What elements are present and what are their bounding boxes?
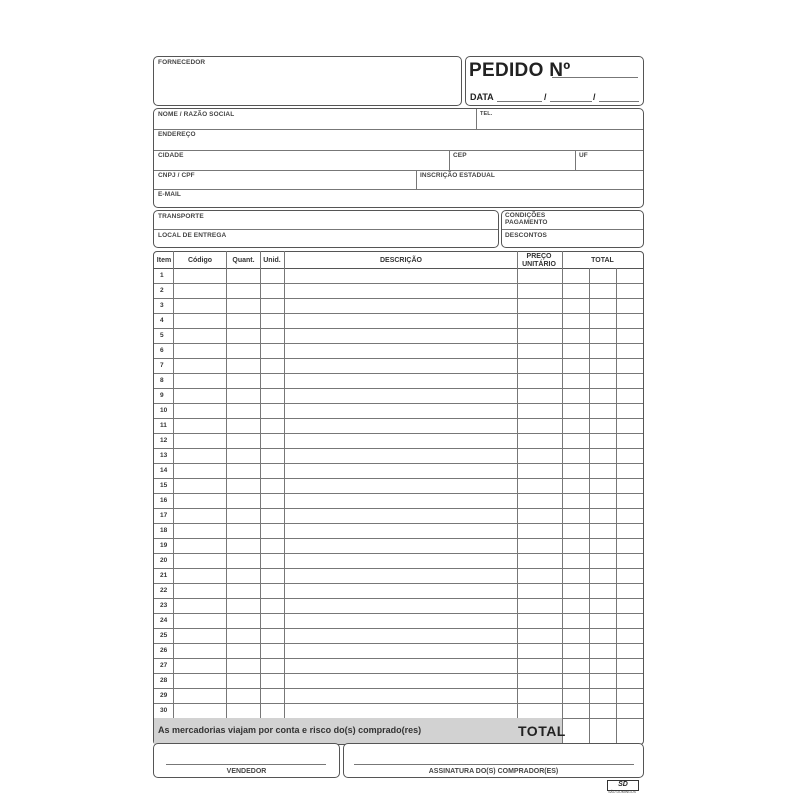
row-number: 4	[160, 317, 164, 324]
row-number: 5	[160, 332, 164, 339]
col-header-quant: Quant.	[232, 257, 255, 264]
table-row[interactable]	[154, 628, 643, 643]
logo-text: SD	[618, 781, 628, 788]
row-number: 11	[160, 422, 167, 429]
row-number: 15	[160, 482, 168, 489]
fornecedor-box[interactable]	[153, 56, 462, 106]
col-header-descricao: DESCRIÇÃO	[379, 257, 422, 264]
table-row[interactable]	[154, 298, 643, 313]
row-number: 3	[160, 302, 164, 309]
col-header-codigo: Código	[187, 257, 213, 264]
col-header-preco: PREÇO	[526, 253, 552, 260]
pagamento-label: PAGAMENTO	[505, 219, 548, 226]
row-number: 17	[160, 512, 168, 519]
date-separator: /	[544, 92, 547, 102]
table-row[interactable]	[154, 343, 643, 358]
row-number: 6	[160, 347, 164, 354]
signature-line	[166, 764, 326, 765]
row-divider	[154, 170, 643, 171]
row-number: 16	[160, 497, 168, 504]
table-row[interactable]	[154, 328, 643, 343]
cep-label: CEP	[453, 152, 467, 159]
signature-line	[354, 764, 634, 765]
pedido-number-field[interactable]	[552, 77, 638, 78]
row-number: 14	[160, 467, 168, 474]
cidade-label: CIDADE	[158, 152, 184, 159]
table-row[interactable]	[154, 448, 643, 463]
fornecedor-label: FORNECEDOR	[158, 59, 206, 66]
table-row[interactable]	[154, 418, 643, 433]
table-row[interactable]	[154, 688, 643, 703]
table-row[interactable]	[154, 538, 643, 553]
date-separator: /	[593, 92, 596, 102]
row-number: 25	[160, 632, 168, 639]
table-row[interactable]	[154, 373, 643, 388]
table-row[interactable]	[154, 673, 643, 688]
table-row[interactable]	[154, 703, 643, 718]
col-divider	[476, 109, 477, 129]
row-divider	[154, 189, 643, 190]
row-number: 27	[160, 662, 168, 669]
col-header-unitario: UNITÁRIO	[522, 261, 556, 268]
row-number: 9	[160, 392, 164, 399]
vendedor-signature-box[interactable]	[153, 743, 340, 778]
footer-note: As mercadorias viajam por conta e risco do(s) comprado(res)	[158, 725, 422, 735]
table-row[interactable]	[154, 493, 643, 508]
total-label: TOTAL	[518, 723, 566, 739]
row-divider	[154, 129, 643, 130]
pedido-box	[465, 56, 644, 106]
table-row[interactable]	[154, 313, 643, 328]
data-month-field[interactable]	[550, 101, 592, 102]
table-row[interactable]	[154, 658, 643, 673]
row-number: 28	[160, 677, 168, 684]
row-divider	[502, 229, 643, 230]
comprador-label: ASSINATURA DO(S) COMPRADOR(ES)	[428, 768, 559, 775]
table-row[interactable]	[154, 433, 643, 448]
transporte-label: TRANSPORTE	[158, 213, 204, 220]
tel-label: TEL.	[480, 111, 493, 117]
client-info-box	[153, 108, 644, 208]
descontos-label: DESCONTOS	[505, 232, 547, 239]
vendedor-label: VENDEDOR	[226, 768, 267, 775]
transport-box	[153, 210, 499, 248]
nome-label: NOME / RAZÃO SOCIAL	[158, 111, 235, 118]
row-number: 23	[160, 602, 168, 609]
payment-box	[501, 210, 644, 248]
inscricao-label: INSCRIÇÃO ESTADUAL	[420, 172, 495, 179]
row-number: 29	[160, 692, 168, 699]
table-row[interactable]	[154, 583, 643, 598]
data-year-field[interactable]	[599, 101, 639, 102]
table-row[interactable]	[154, 388, 643, 403]
row-number: 21	[160, 572, 168, 579]
row-number: 24	[160, 617, 168, 624]
row-number: 1	[160, 272, 164, 279]
col-divider	[449, 150, 450, 170]
row-number: 20	[160, 557, 168, 564]
cnpj-label: CNPJ / CPF	[158, 172, 195, 179]
row-number: 19	[160, 542, 168, 549]
table-row[interactable]	[154, 523, 643, 538]
row-number: 2	[160, 287, 164, 294]
row-number: 8	[160, 377, 164, 384]
col-divider	[416, 170, 417, 189]
local-entrega-label: LOCAL DE ENTREGA	[158, 232, 227, 239]
data-label: DATA	[470, 92, 494, 102]
col-header-unid: Unid.	[263, 257, 281, 264]
email-label: E-MAIL	[158, 191, 181, 198]
table-row[interactable]	[154, 553, 643, 568]
table-row[interactable]	[154, 478, 643, 493]
row-number: 22	[160, 587, 168, 594]
row-number: 18	[160, 527, 168, 534]
table-row[interactable]	[154, 598, 643, 613]
row-number: 30	[160, 707, 168, 714]
row-number: 26	[160, 647, 168, 654]
uf-label: UF	[579, 152, 588, 159]
row-divider	[154, 229, 498, 230]
table-row[interactable]	[154, 358, 643, 373]
table-row[interactable]	[154, 403, 643, 418]
row-number: 10	[160, 407, 168, 414]
logo-subtext: SÃO DOMINGOS	[608, 790, 636, 794]
table-row[interactable]	[154, 268, 643, 283]
data-day-field[interactable]	[497, 101, 542, 102]
endereco-label: ENDEREÇO	[158, 131, 196, 138]
col-header-total: TOTAL	[591, 257, 614, 264]
table-row[interactable]	[154, 508, 643, 523]
table-row[interactable]	[154, 568, 643, 583]
comprador-signature-box[interactable]	[343, 743, 644, 778]
table-row[interactable]	[154, 613, 643, 628]
table-row[interactable]	[154, 283, 643, 298]
col-divider	[575, 150, 576, 170]
col-header-item: Item	[156, 257, 172, 264]
table-row[interactable]	[154, 463, 643, 478]
row-divider	[154, 150, 643, 151]
row-number: 7	[160, 362, 164, 369]
row-number: 13	[160, 452, 168, 459]
condicoes-label: CONDIÇÕES	[505, 212, 546, 219]
row-number: 12	[160, 437, 168, 444]
table-row[interactable]	[154, 643, 643, 658]
pedido-title: PEDIDO Nº	[469, 60, 571, 81]
